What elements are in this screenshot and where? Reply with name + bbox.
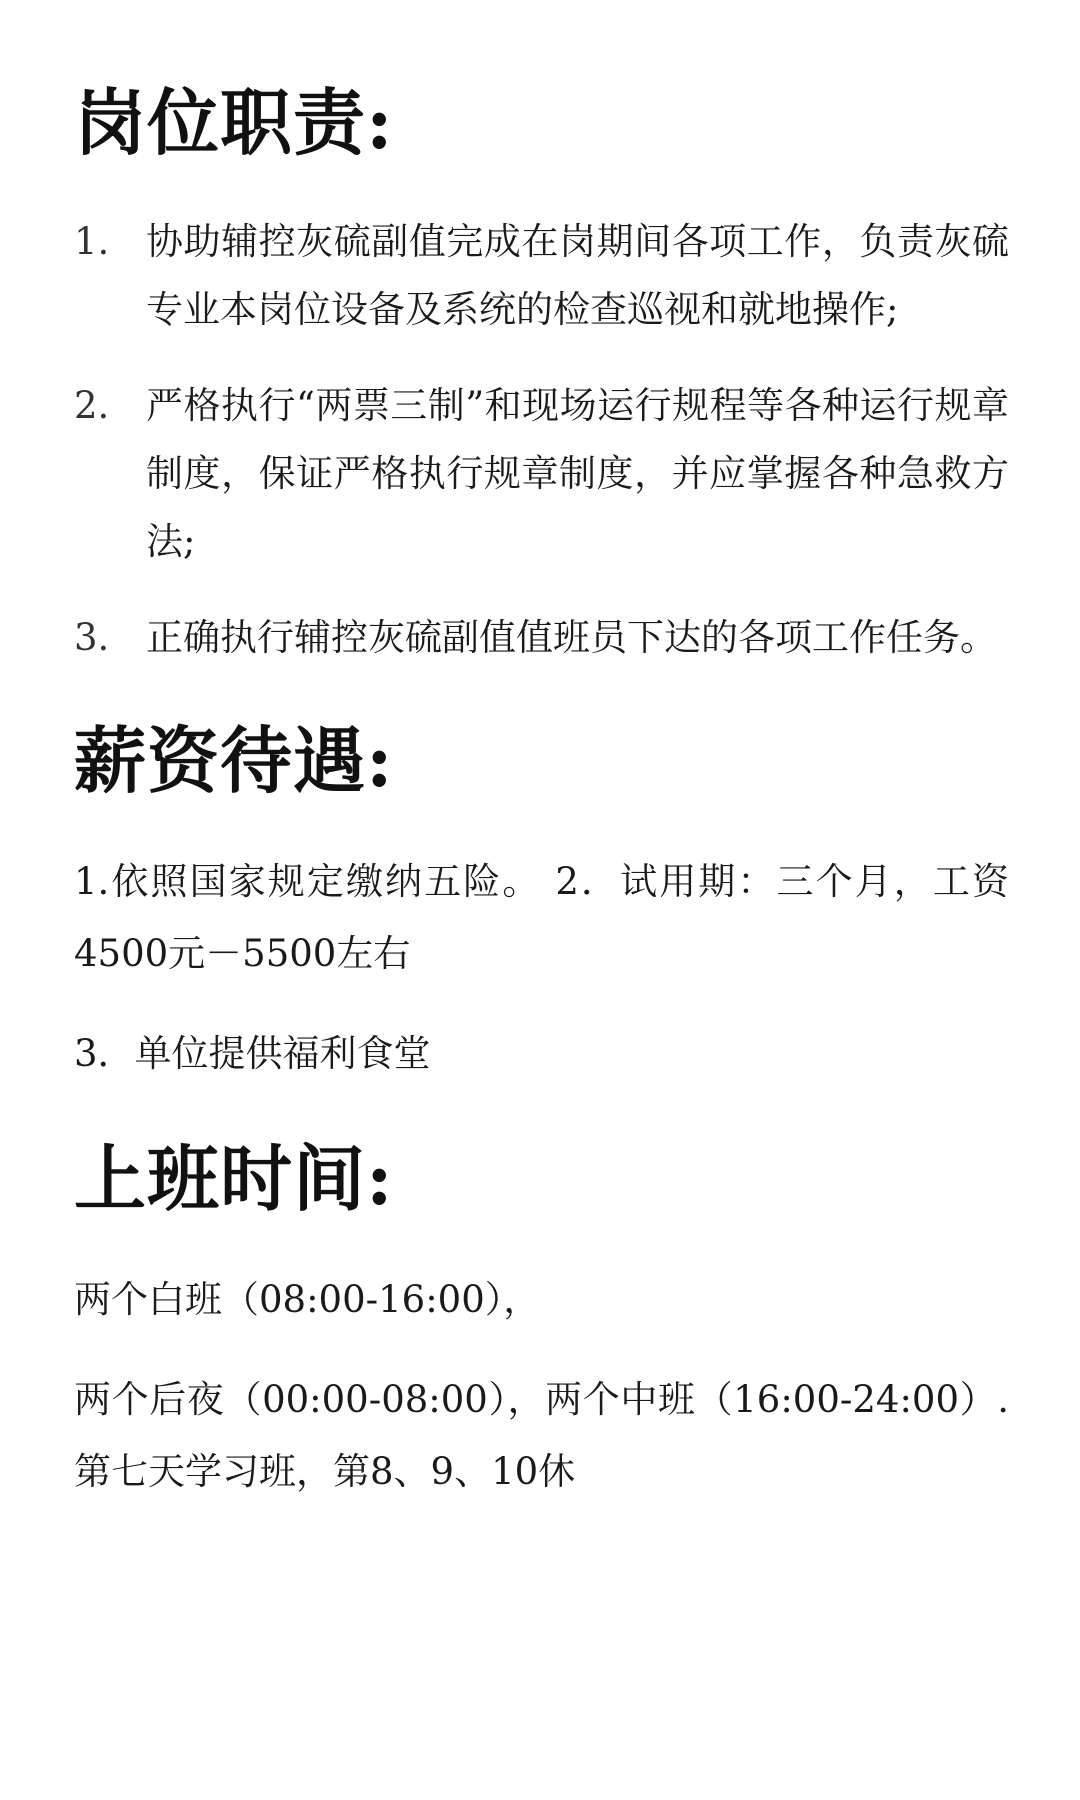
duty-item-2 [74, 372, 1009, 576]
hours-section [74, 1134, 1009, 1508]
duty-item-1 [74, 208, 1009, 344]
duty-number: 2. [74, 384, 110, 427]
salary-heading: 薪资待遇: [74, 718, 394, 803]
duty-text: 正确执行辅控灰硫副值值班员下达的各项工作任务。 [146, 616, 997, 659]
duties-list [74, 208, 1009, 672]
duty-number: 3. [74, 616, 110, 659]
salary-section [74, 716, 1009, 1090]
salary-paragraph-2: 3．单位提供福利食堂 [74, 1032, 431, 1075]
duty-number: 1. [74, 220, 110, 263]
duty-text: 严格执行“两票三制”和现场运行规程等各种运行规章制度，保证严格执行规章制度，并应掌握各种急救方法; [146, 384, 1009, 563]
job-posting-content [74, 78, 1009, 1508]
hours-paragraph-2: 两个后夜（00:00-08:00），两个中班（16:00-24:00）.第七天学习班，第8、9、10休 [74, 1378, 1009, 1493]
salary-paragraph-1: 1.依照国家规定缴纳五险。 2．试用期：三个月，工资4500元－5500左右 [74, 860, 1009, 975]
duty-item-3 [74, 604, 1009, 672]
hours-paragraph-1: 两个白班（08:00-16:00）， [74, 1278, 541, 1321]
hours-heading: 上班时间: [74, 1136, 394, 1221]
duty-text: 协助辅控灰硫副值完成在岗期间各项工作，负责灰硫专业本岗位设备及系统的检查巡视和就地操作; [146, 220, 1009, 331]
duties-heading: 岗位职责: [74, 80, 394, 165]
